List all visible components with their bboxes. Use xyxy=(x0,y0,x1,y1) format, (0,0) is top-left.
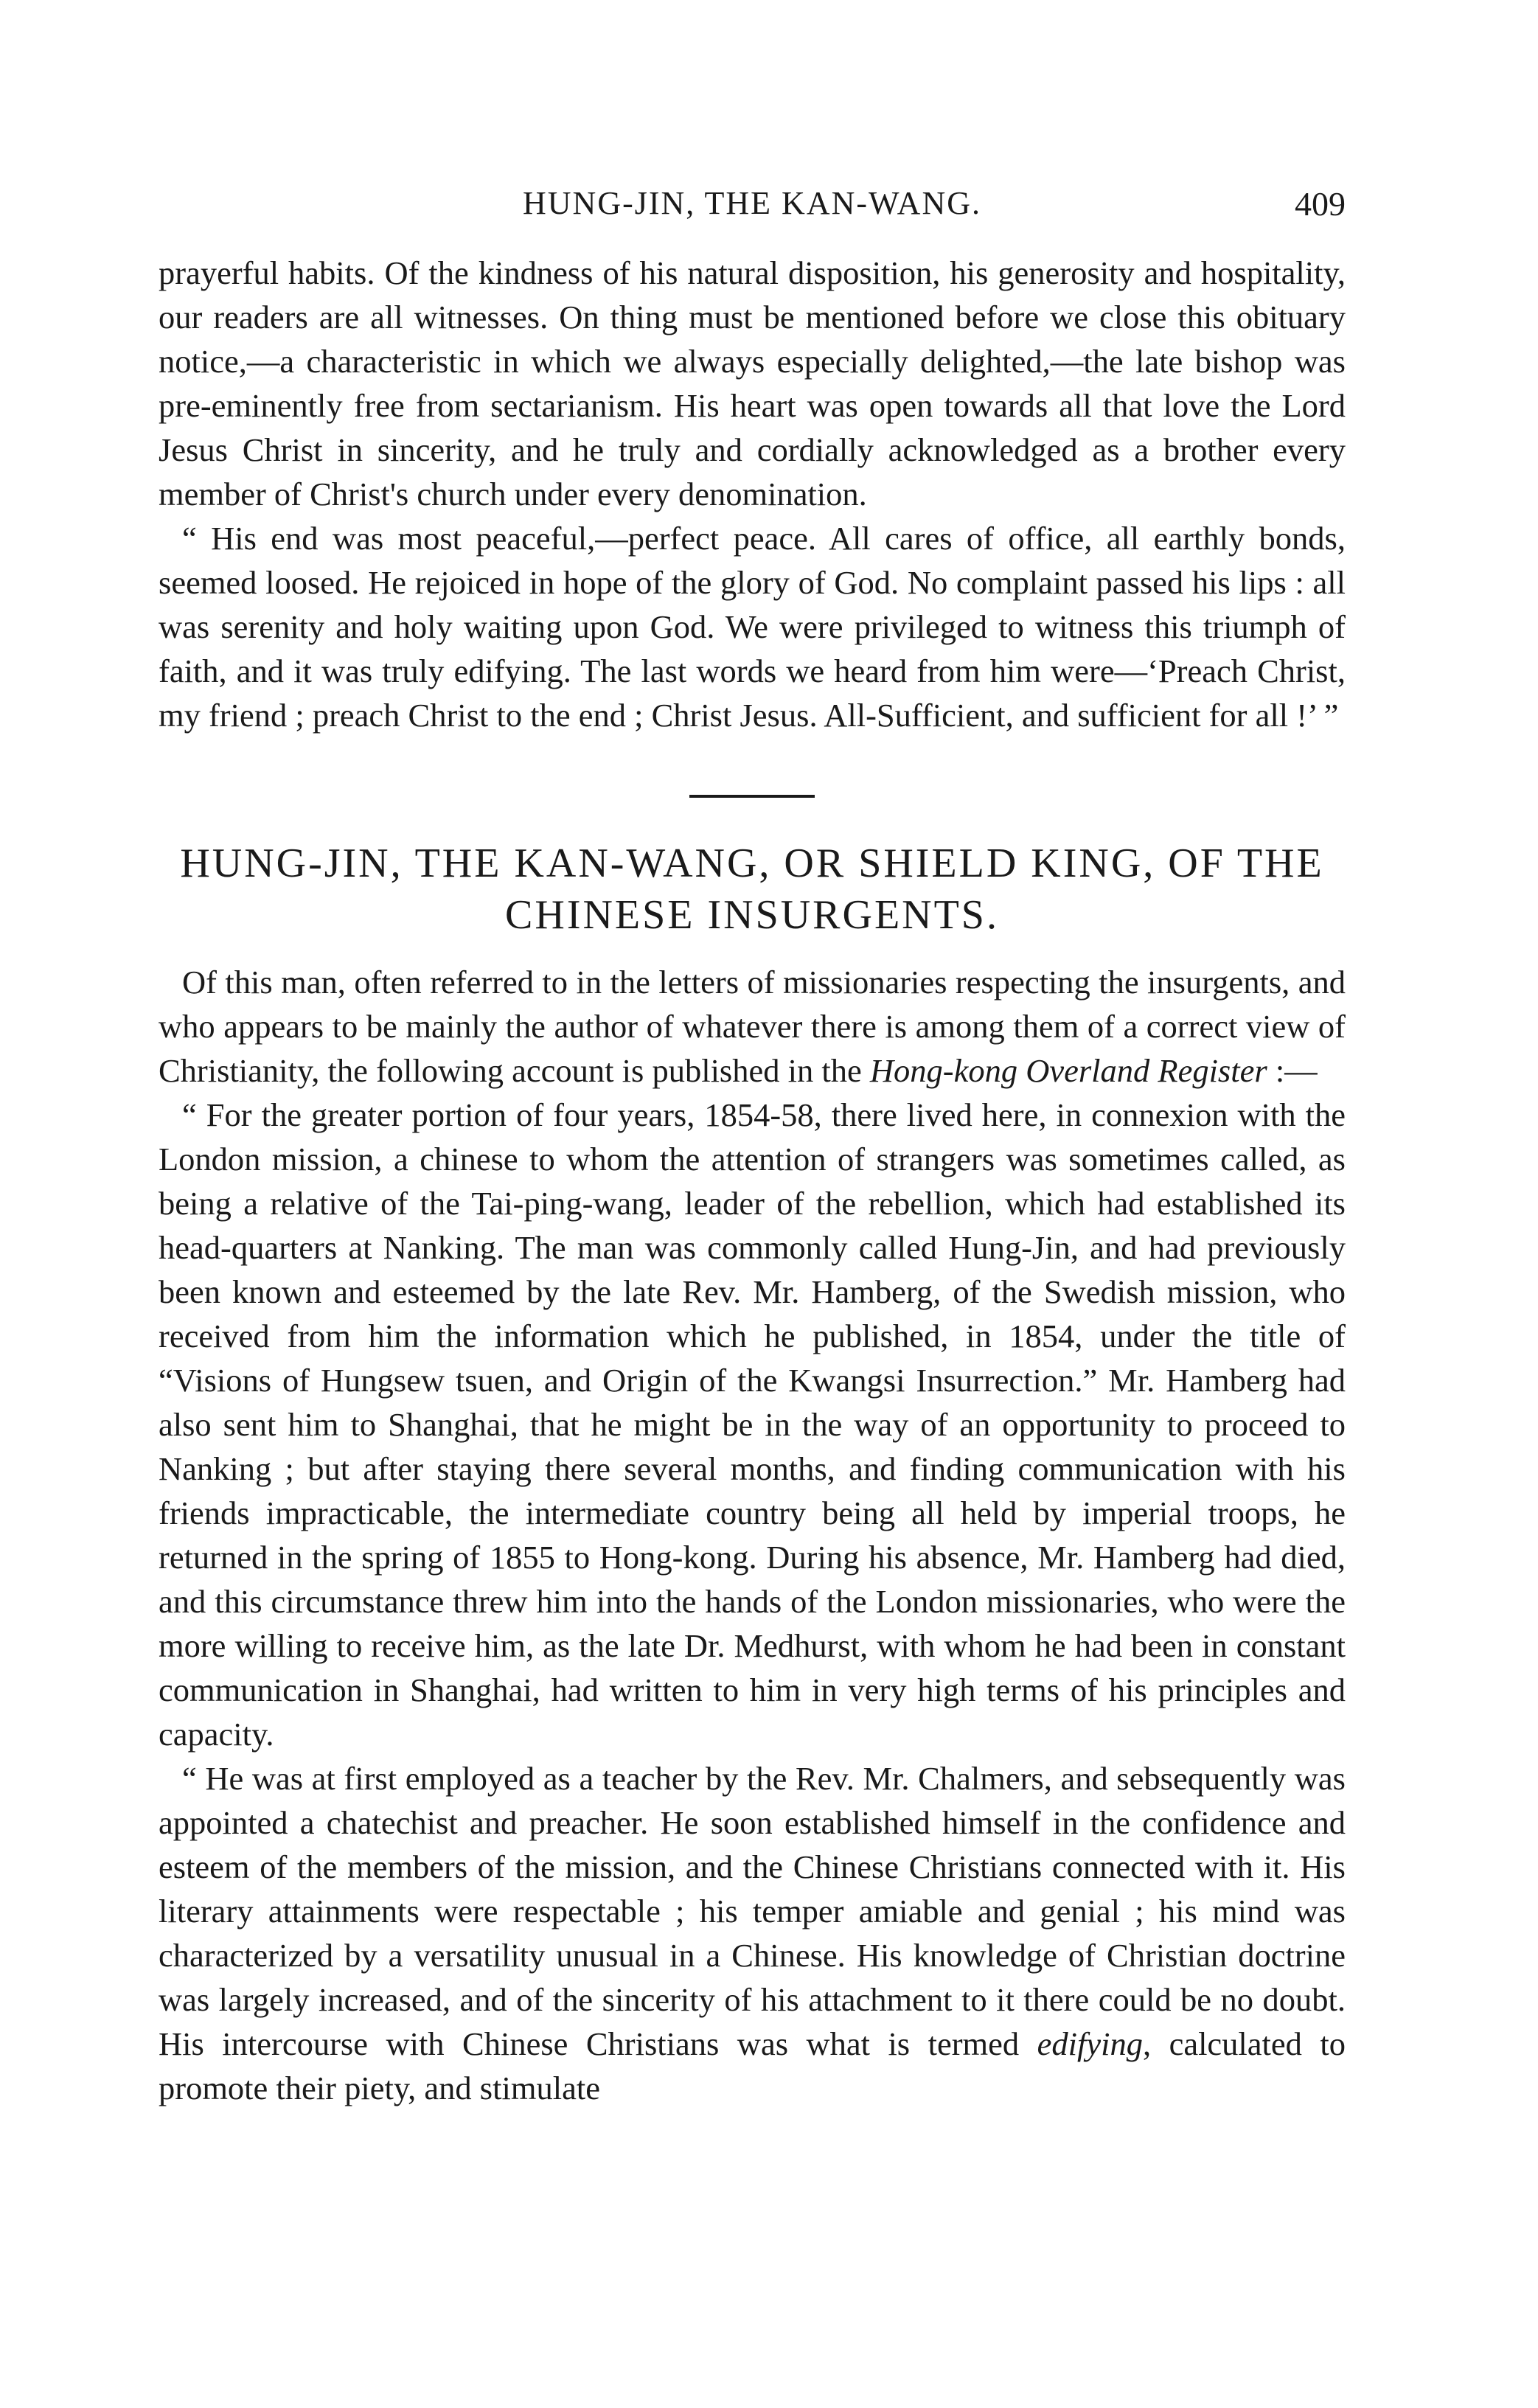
book-page xyxy=(159,184,1346,2110)
obituary-paragraph: “ His end was most peaceful,—perfect peace. All cares of office, all earthly bonds, seemed loosed. He rejoiced in hope of the glory of God. No complaint passed his lips : all was serenity and holy waiting upon God. We were privileged to witness this triumph of faith, and it was truly edifying. The last words we heard from him were—‘Preach Christ, my friend ; preach Christ to the end ; Christ Jesus. All-Sufficient, and sufficient for all !’ ” xyxy=(159,520,1346,734)
text-run: , calculated to promote their piety, and stimulate xyxy=(159,2025,1346,2106)
obituary-paragraph: prayerful habits. Of the kindness of his natural disposition, his generosity and hospitality, our readers are all witnesses. On thing must be mentioned before we close this obituary notice,—a characteristic in which we always especially delighted,—the late bishop was pre-eminently free from sectarianism. His heart was open towards all that love the Lord Jesus Christ in sincerity, and he truly and cordially acknowledged as a brother every member of Christ's church under every denomination. xyxy=(159,254,1346,512)
article-title-line: CHINESE INSURGENTS. xyxy=(505,892,999,938)
obituary-continuation xyxy=(159,251,1346,737)
article-paragraph xyxy=(159,1756,1346,2110)
running-title: HUNG-JIN, THE KAN-WANG. xyxy=(523,185,981,221)
text-run: Of this man, often referred to in the letters of missionaries respecting the insurgents, and who appears to be mainly the author of whatever there is among them of a correct view of Christianity, the following account is published in the xyxy=(159,964,1346,1089)
running-head xyxy=(159,184,1346,251)
section-divider xyxy=(689,795,815,798)
article-body xyxy=(159,960,1346,2110)
page-number: 409 xyxy=(1295,185,1346,223)
text-run: “ He was at first employed as a teacher by the Rev. Mr. Chalmers, and sebsequently was appointed a chatechist and preacher. He soon established himself in the confidence and esteem of the members of the mission, and the Chinese Christians connected with it. His literary attainments were respectable ; his temper amiable and genial ; his mind was characterized by a versatility unusual in a Chinese. His knowledge of Christian doctrine was largely increased, and of the sincerity of his attachment to it there could be no doubt. His intercourse with Chinese Christians was what is termed xyxy=(159,1760,1346,2062)
text-run: :— xyxy=(1267,1052,1318,1089)
article-title xyxy=(159,838,1346,941)
emphasized-word: edifying xyxy=(1037,2025,1143,2062)
article-paragraph: “ For the greater portion of four years, 1854-58, there lived here, in connexion with the London mission, a chinese to whom the attention of strangers was sometimes called, as being a relative of the Tai-ping-wang, leader of the rebellion, which had established its head-quarters at Nanking. The man was commonly called Hung-Jin, and had previously been known and esteemed by the late Rev. Mr. Hamberg, of the Swedish mission, who received from him the information which he published, in 1854, under the title of “Visions of Hungsew tsuen, and Origin of the Kwangsi Insurrection.” Mr. Hamberg had also sent him to Shanghai, that he might be in the way of an opportunity to proceed to Nanking ; but after staying there several months, and finding communication with his friends impracticable, the intermediate country being all held by imperial troops, he returned in the spring of 1855 to Hong-kong. During his absence, Mr. Hamberg had died, and this circumstance threw him into the hands of the London missionaries, who were the more willing to receive him, as the late Dr. Medhurst, with whom he had been in constant communication in Shanghai, had written to him in very high terms of his principles and capacity. xyxy=(159,1096,1346,1753)
publication-name: Hong-kong Overland Register xyxy=(869,1052,1267,1089)
article-paragraph xyxy=(159,960,1346,1093)
article-title-line: HUNG-JIN, THE KAN-WANG, OR SHIELD KING, OF THE xyxy=(180,841,1324,886)
